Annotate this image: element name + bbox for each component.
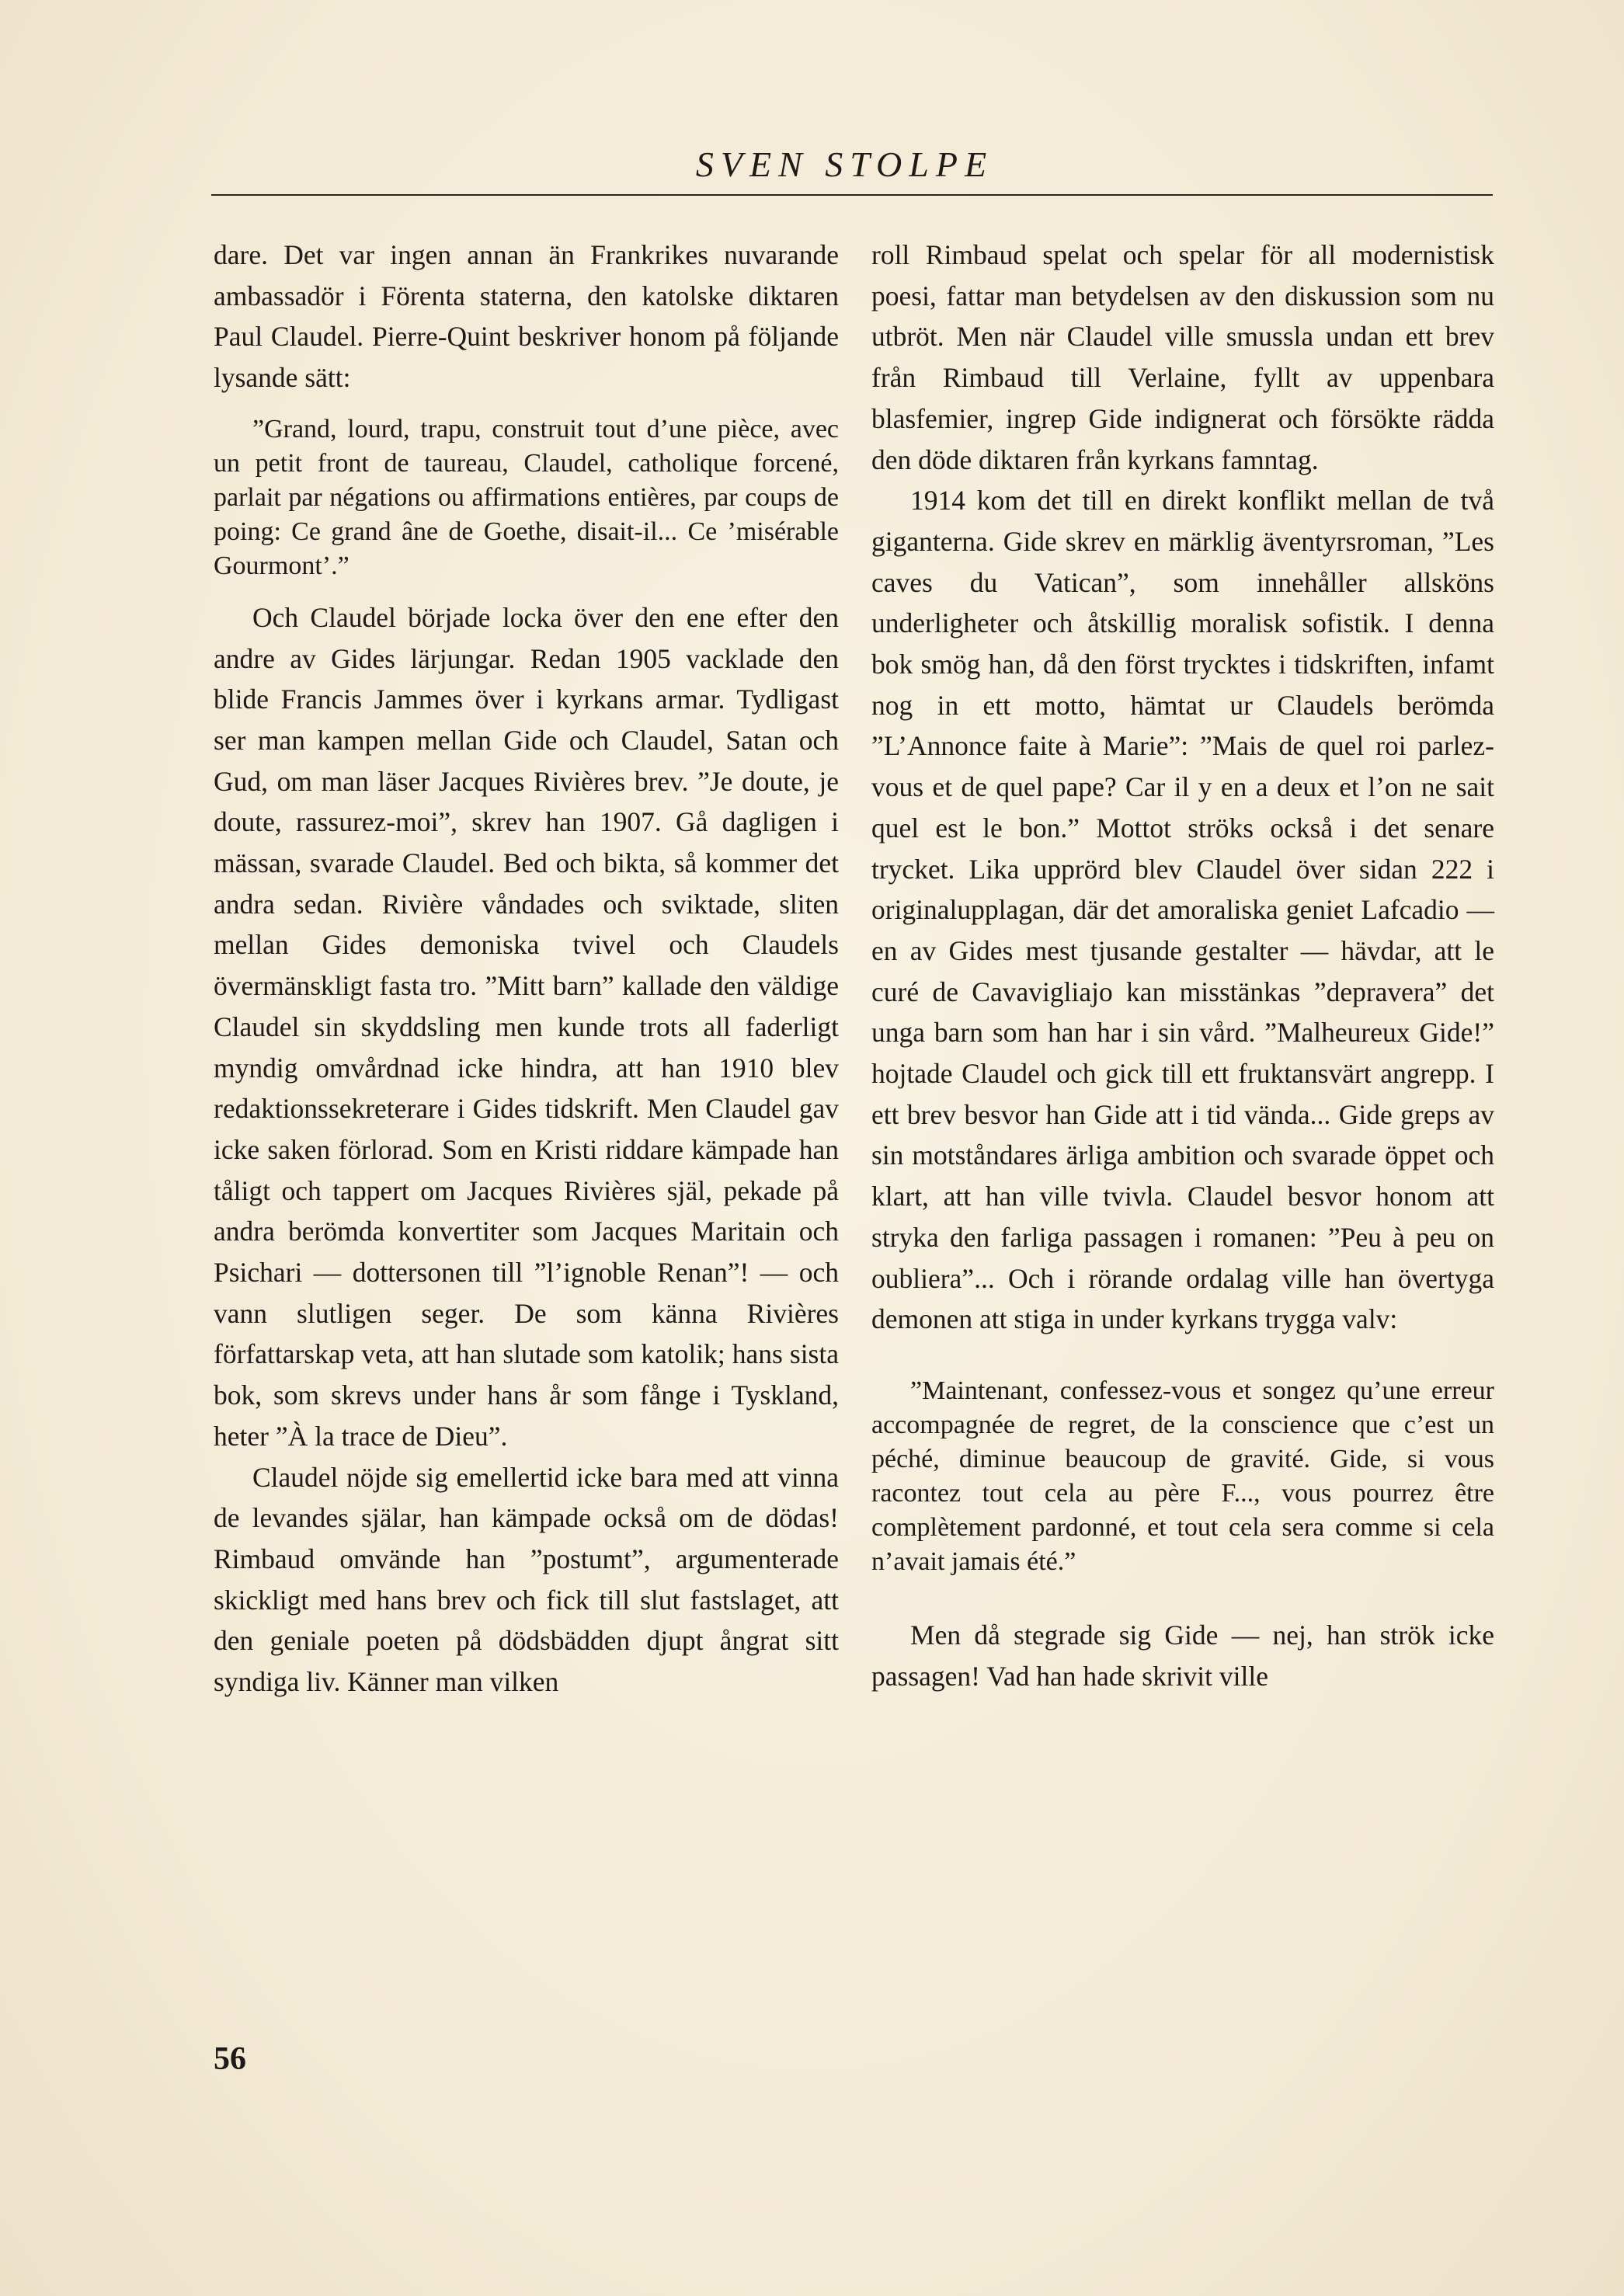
right-column [871, 235, 1494, 1696]
left-paragraph-1: dare. Det var ingen annan än Frankrikes nuvarande ambassadör i Förenta staterna, den katolske diktaren Paul Claudel. Pierre-Quint beskriver honom på följande lysande sätt: [214, 239, 839, 394]
header-rule [211, 194, 1493, 196]
running-head: SVEN STOLPE [695, 144, 994, 184]
right-paragraph-3: Men då stegrade sig Gide — nej, han strök icke passagen! Vad han hade skrivit ville [871, 1619, 1494, 1692]
right-paragraph-2: 1914 kom det till en direkt konflikt mellan de två giganterna. Gide skrev en märklig äventyrsroman, ”Les caves du Vatican”, som innehåller allsköns underligheter och åtskillig moralisk sofistik. I denna bok smög han, då den först trycktes i tidskriften, infamt nog in ett motto, hämtat ur Claudels berömda ”L’Annonce faite à Marie”: ”Mais de quel roi parlez-vous et de quel pape? Car il y en a deux et l’on ne sait quel est le bon.” Mottot ströks också i det senare trycket. Lika upprörd blev Claudel över sidan 222 i originalupplagan, där det amoraliska geniet Lafcadio — en av Gides mest tjusande gestalter — hävdar, att le curé de Cavavigliajo kan misstänkas ”depravera” det unga barn som han har i sin vård. ”Malheureux Gide!” hojtade Claudel och gick till ett fruktansvärt angrepp. I ett brev besvor han Gide att i tid vända... Gide greps av sin motståndares ärliga ambition och svarade öppet och klart, att han ville tvivla. Claudel besvor honom att stryka den farliga passagen i romanen: ”Peu à peu on oubliera”... Och i rörande ordalag ville han övertyga demonen att stiga in under kyrkans trygga valv: [871, 485, 1494, 1335]
page-number: 56 [214, 2041, 246, 2077]
left-quote: ”Grand, lourd, trapu, construit tout d’une pièce, avec un petit front de taureau, Claudel, catholique forcené, parlait par négations ou affirmations entières, par coups de poing: Ce grand âne de Goethe, disait-il... Ce ’misérable Gourmont’.” [214, 414, 839, 580]
left-paragraph-3: Claudel nöjde sig emellertid icke bara med att vinna de levandes själar, han kämpade också om de dödas! Rimbaud omvände han ”postumt”, argumenterade skickligt med hans brev och fick till slut fastslaget, att den geniale poeten på dödsbädden djupt ångrat sitt syndiga liv. Känner man vilken [214, 1461, 839, 1698]
left-column [214, 235, 839, 1703]
left-paragraph-2: Och Claudel började locka över den ene efter den andre av Gides lärjungar. Redan 1905 vacklade den blide Francis Jammes över i kyrkans armar. Tydligast ser man kampen mellan Gide och Claudel, Satan och Gud, om man läser Jacques Rivières brev. ”Je doute, je doute, rassurez-moi”, skrev han 1907. Gå dagligen i mässan, svarade Claudel. Bed och bikta, så kommer det andra sedan. Rivière våndades och sviktade, sliten mellan Gides demoniska tvivel och Claudels övermänskligt fasta tro. ”Mitt barn” kallade den väldige Claudel sin skyddsling men kunde trots all faderligt myndig omvårdnad icke hindra, att han 1910 blev redaktionssekreterare i Gides tidskrift. Men Claudel gav icke saken förlorad. Som en Kristi riddare kämpade han tåligt och tappert om Jacques Rivières själ, pekade på andra berömda konvertiter som Jacques Maritain och Psichari — dottersonen till ”l’ignoble Renan”! — och vann slutligen seger. De som känna Rivières författarskap veta, att han slutade som katolik; hans sista bok, som skrevs under hans år som fånge i Tyskland, heter ”À la trace de Dieu”. [214, 601, 839, 1452]
right-quote: ”Maintenant, confessez-vous et songez qu’une erreur accompagnée de regret, de la conscience que c’est un péché, diminue beaucoup de gravité. Gide, si vous racontez tout cela au père F..., vous pourrez être complètement pardonné, et tout cela sera comme si cela n’avait jamais été.” [871, 1376, 1494, 1576]
right-paragraph-1: roll Rimbaud spelat och spelar för all modernistisk poesi, fattar man betydelsen av den diskussion som nu utbröt. Men när Claudel ville smussla undan ett brev från Rimbaud till Verlaine, fyllt av uppenbara blasfemier, ingrep Gide indignerat och försökte rädda den döde diktaren från kyrkans famntag. [871, 239, 1494, 475]
